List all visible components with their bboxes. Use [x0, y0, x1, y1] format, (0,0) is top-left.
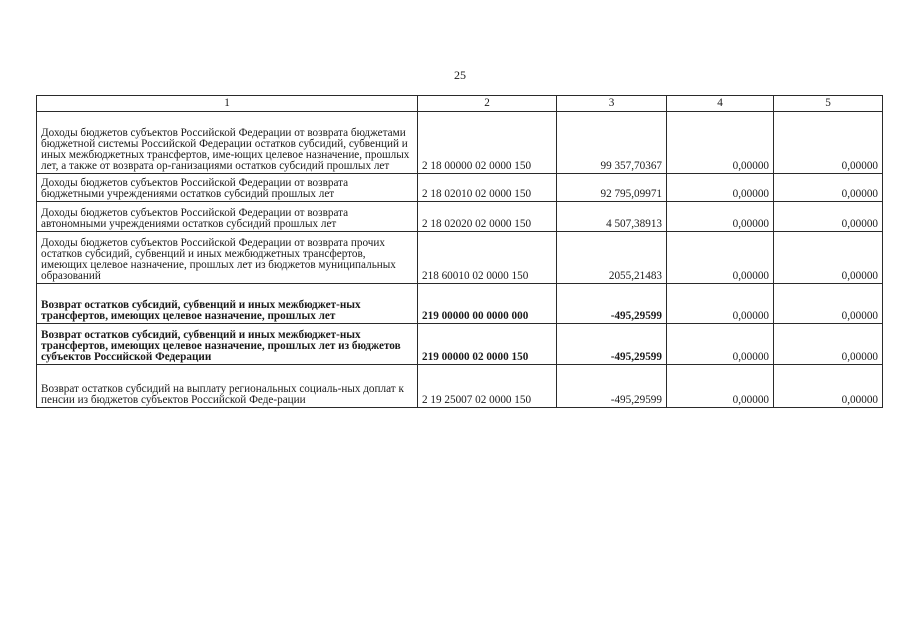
- row-value-col5: 0,00000: [774, 324, 883, 365]
- column-header: 3: [557, 96, 667, 112]
- row-value-col3: 99 357,70367: [557, 112, 667, 174]
- row-value-col4: 0,00000: [667, 232, 774, 284]
- table-row: [37, 174, 883, 202]
- column-header: 1: [37, 96, 418, 112]
- row-name: Возврат остатков субсидий на выплату региональных социаль-ных доплат к пенсии из бюджетов субъектов Российской Феде-рации: [37, 365, 418, 408]
- row-value-col3: 2055,21483: [557, 232, 667, 284]
- table-header-row: [37, 96, 883, 112]
- row-name: Доходы бюджетов субъектов Российской Федерации от возврата бюджетными учреждениями остатков субсидий прошлых лет: [37, 174, 418, 202]
- column-header: 4: [667, 96, 774, 112]
- row-name: Доходы бюджетов субъектов Российской Федерации от возврата прочих остатков субсидий, субвенций и иных межбюджетных трансфертов, имеющих целевое назначение, прошлых лет из бюджетов муниципальных образований: [37, 232, 418, 284]
- row-value-col3: 4 507,38913: [557, 202, 667, 232]
- table-row: [37, 324, 883, 365]
- row-value-col5: 0,00000: [774, 202, 883, 232]
- row-value-col4: 0,00000: [667, 174, 774, 202]
- row-value-col5: 0,00000: [774, 174, 883, 202]
- row-value-col5: 0,00000: [774, 365, 883, 408]
- table-row: [37, 112, 883, 174]
- table-row: [37, 232, 883, 284]
- row-value-col4: 0,00000: [667, 202, 774, 232]
- row-name: Возврат остатков субсидий, субвенций и иных межбюджет-ных трансфертов, имеющих целевое назначение, прошлых лет из бюджетов субъектов Российской Федерации: [37, 324, 418, 365]
- row-value-col5: 0,00000: [774, 112, 883, 174]
- row-value-col4: 0,00000: [667, 365, 774, 408]
- row-code: 2 18 00000 02 0000 150: [418, 112, 557, 174]
- budget-revenue-table: [36, 95, 883, 408]
- row-value-col3: 92 795,09971: [557, 174, 667, 202]
- row-value-col4: 0,00000: [667, 324, 774, 365]
- column-header: 5: [774, 96, 883, 112]
- row-name: Доходы бюджетов субъектов Российской Федерации от возврата автономными учреждениями остатков субсидий прошлых лет: [37, 202, 418, 232]
- row-value-col3: -495,29599: [557, 324, 667, 365]
- table-row: [37, 365, 883, 408]
- row-code: 218 60010 02 0000 150: [418, 232, 557, 284]
- row-code: 2 18 02010 02 0000 150: [418, 174, 557, 202]
- row-value-col5: 0,00000: [774, 284, 883, 324]
- table-row: [37, 202, 883, 232]
- page-number: 25: [454, 68, 466, 82]
- row-value-col3: -495,29599: [557, 365, 667, 408]
- row-code: 219 00000 00 0000 000: [418, 284, 557, 324]
- row-value-col3: -495,29599: [557, 284, 667, 324]
- row-name: Возврат остатков субсидий, субвенций и иных межбюджет-ных трансфертов, имеющих целевое назначение, прошлых лет: [37, 284, 418, 324]
- row-code: 219 00000 02 0000 150: [418, 324, 557, 365]
- table-row: [37, 284, 883, 324]
- row-code: 2 18 02020 02 0000 150: [418, 202, 557, 232]
- row-name: Доходы бюджетов субъектов Российской Федерации от возврата бюджетами бюджетной системы Российской Федерации остатков субсидий, субвенций и иных межбюджетных трансфертов, име-ющих целевое назначение, прошлых лет, а также от возврата ор-ганизациями остатков субсидий прошлых лет: [37, 112, 418, 174]
- row-value-col4: 0,00000: [667, 112, 774, 174]
- column-header: 2: [418, 96, 557, 112]
- row-code: 2 19 25007 02 0000 150: [418, 365, 557, 408]
- row-value-col5: 0,00000: [774, 232, 883, 284]
- row-value-col4: 0,00000: [667, 284, 774, 324]
